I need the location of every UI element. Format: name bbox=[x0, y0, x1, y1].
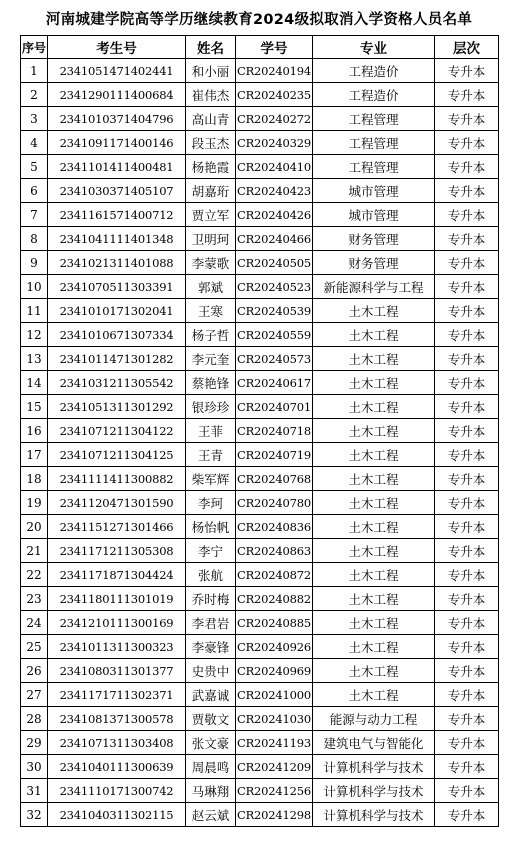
cell-exam-no: 2341161571400712 bbox=[48, 203, 186, 227]
table-row bbox=[21, 347, 499, 371]
cell-name: 王寒 bbox=[186, 299, 236, 323]
table-row bbox=[21, 251, 499, 275]
header-student-no: 学号 bbox=[236, 36, 313, 59]
table-row bbox=[21, 491, 499, 515]
cell-seq: 28 bbox=[21, 707, 48, 731]
table-row bbox=[21, 203, 499, 227]
cell-major: 财务管理 bbox=[313, 227, 435, 251]
cell-student-no: CR20240423 bbox=[236, 179, 313, 203]
cell-student-no: CR20240836 bbox=[236, 515, 313, 539]
cell-seq: 17 bbox=[21, 443, 48, 467]
cell-exam-no: 2341011471301282 bbox=[48, 347, 186, 371]
cell-major: 土木工程 bbox=[313, 299, 435, 323]
cell-seq: 23 bbox=[21, 587, 48, 611]
cell-major: 土木工程 bbox=[313, 323, 435, 347]
cell-major: 建筑电气与智能化 bbox=[313, 731, 435, 755]
cell-major: 土木工程 bbox=[313, 659, 435, 683]
table-row bbox=[21, 467, 499, 491]
cell-name: 蔡艳锋 bbox=[186, 371, 236, 395]
cell-level: 专升本 bbox=[435, 467, 499, 491]
cell-seq: 25 bbox=[21, 635, 48, 659]
cell-level: 专升本 bbox=[435, 491, 499, 515]
cell-exam-no: 2341171211305308 bbox=[48, 539, 186, 563]
cell-seq: 22 bbox=[21, 563, 48, 587]
cell-student-no: CR20241256 bbox=[236, 779, 313, 803]
cell-exam-no: 2341290111400684 bbox=[48, 83, 186, 107]
table-row bbox=[21, 395, 499, 419]
cell-student-no: CR20241209 bbox=[236, 755, 313, 779]
cell-name: 李元奎 bbox=[186, 347, 236, 371]
cell-major: 工程管理 bbox=[313, 107, 435, 131]
cell-major: 土木工程 bbox=[313, 491, 435, 515]
table-row bbox=[21, 371, 499, 395]
cell-student-no: CR20240882 bbox=[236, 587, 313, 611]
cell-seq: 8 bbox=[21, 227, 48, 251]
cell-exam-no: 2341210111300169 bbox=[48, 611, 186, 635]
table-row bbox=[21, 659, 499, 683]
cell-name: 史贵中 bbox=[186, 659, 236, 683]
cell-name: 乔时梅 bbox=[186, 587, 236, 611]
cell-seq: 20 bbox=[21, 515, 48, 539]
cell-name: 和小丽 bbox=[186, 59, 236, 83]
cell-exam-no: 2341180111301019 bbox=[48, 587, 186, 611]
table-row bbox=[21, 587, 499, 611]
header-major: 专业 bbox=[313, 36, 435, 59]
table-row bbox=[21, 779, 499, 803]
cell-student-no: CR20240780 bbox=[236, 491, 313, 515]
cell-student-no: CR20241030 bbox=[236, 707, 313, 731]
cell-name: 崔伟杰 bbox=[186, 83, 236, 107]
cell-seq: 6 bbox=[21, 179, 48, 203]
cell-name: 李豪锋 bbox=[186, 635, 236, 659]
cell-seq: 31 bbox=[21, 779, 48, 803]
cell-level: 专升本 bbox=[435, 347, 499, 371]
cell-seq: 26 bbox=[21, 659, 48, 683]
cell-name: 赵云斌 bbox=[186, 803, 236, 827]
cell-exam-no: 2341010371404796 bbox=[48, 107, 186, 131]
cell-student-no: CR20240719 bbox=[236, 443, 313, 467]
cell-major: 城市管理 bbox=[313, 179, 435, 203]
cell-major: 土木工程 bbox=[313, 515, 435, 539]
cell-student-no: CR20240718 bbox=[236, 419, 313, 443]
cell-major: 能源与动力工程 bbox=[313, 707, 435, 731]
cell-seq: 7 bbox=[21, 203, 48, 227]
cell-student-no: CR20240573 bbox=[236, 347, 313, 371]
cell-student-no: CR20241000 bbox=[236, 683, 313, 707]
cell-exam-no: 2341101411400481 bbox=[48, 155, 186, 179]
cell-seq: 30 bbox=[21, 755, 48, 779]
cell-level: 专升本 bbox=[435, 707, 499, 731]
cell-major: 财务管理 bbox=[313, 251, 435, 275]
cell-level: 专升本 bbox=[435, 731, 499, 755]
cell-seq: 24 bbox=[21, 611, 48, 635]
cell-exam-no: 2341040311302115 bbox=[48, 803, 186, 827]
cell-student-no: CR20240926 bbox=[236, 635, 313, 659]
cell-major: 土木工程 bbox=[313, 419, 435, 443]
table-row bbox=[21, 179, 499, 203]
cell-level: 专升本 bbox=[435, 659, 499, 683]
cell-major: 土木工程 bbox=[313, 683, 435, 707]
cell-name: 王菲 bbox=[186, 419, 236, 443]
cell-major: 计算机科学与技术 bbox=[313, 803, 435, 827]
cell-level: 专升本 bbox=[435, 299, 499, 323]
cell-name: 张文豪 bbox=[186, 731, 236, 755]
cell-name: 贾立军 bbox=[186, 203, 236, 227]
cell-seq: 3 bbox=[21, 107, 48, 131]
cell-seq: 19 bbox=[21, 491, 48, 515]
cell-student-no: CR20240505 bbox=[236, 251, 313, 275]
table-row bbox=[21, 755, 499, 779]
cell-level: 专升本 bbox=[435, 227, 499, 251]
cell-seq: 10 bbox=[21, 275, 48, 299]
cell-name: 周晨鸣 bbox=[186, 755, 236, 779]
cell-level: 专升本 bbox=[435, 419, 499, 443]
cell-level: 专升本 bbox=[435, 611, 499, 635]
table-row bbox=[21, 59, 499, 83]
cell-exam-no: 2341011311300323 bbox=[48, 635, 186, 659]
cell-major: 新能源科学与工程 bbox=[313, 275, 435, 299]
cell-level: 专升本 bbox=[435, 803, 499, 827]
cell-student-no: CR20240523 bbox=[236, 275, 313, 299]
cell-name: 马琳翔 bbox=[186, 779, 236, 803]
header-name: 姓名 bbox=[186, 36, 236, 59]
cell-exam-no: 2341171711302371 bbox=[48, 683, 186, 707]
table-row bbox=[21, 611, 499, 635]
cell-level: 专升本 bbox=[435, 539, 499, 563]
cell-level: 专升本 bbox=[435, 275, 499, 299]
cell-student-no: CR20240969 bbox=[236, 659, 313, 683]
cell-seq: 16 bbox=[21, 419, 48, 443]
cell-exam-no: 2341111411300882 bbox=[48, 467, 186, 491]
header-row bbox=[21, 36, 499, 59]
cell-level: 专升本 bbox=[435, 251, 499, 275]
cell-exam-no: 2341070511303391 bbox=[48, 275, 186, 299]
cell-student-no: CR20240768 bbox=[236, 467, 313, 491]
cell-exam-no: 2341080311301377 bbox=[48, 659, 186, 683]
cell-exam-no: 2341031211305542 bbox=[48, 371, 186, 395]
cell-student-no: CR20240272 bbox=[236, 107, 313, 131]
cell-level: 专升本 bbox=[435, 323, 499, 347]
header-exam-no: 考生号 bbox=[48, 36, 186, 59]
cell-exam-no: 2341091171400146 bbox=[48, 131, 186, 155]
cell-seq: 9 bbox=[21, 251, 48, 275]
cell-level: 专升本 bbox=[435, 755, 499, 779]
table-row bbox=[21, 731, 499, 755]
cell-level: 专升本 bbox=[435, 515, 499, 539]
cell-name: 段玉杰 bbox=[186, 131, 236, 155]
cell-major: 土木工程 bbox=[313, 395, 435, 419]
table-row bbox=[21, 107, 499, 131]
cell-student-no: CR20240329 bbox=[236, 131, 313, 155]
cell-level: 专升本 bbox=[435, 683, 499, 707]
cell-name: 王青 bbox=[186, 443, 236, 467]
cell-level: 专升本 bbox=[435, 155, 499, 179]
cell-exam-no: 2341081371300578 bbox=[48, 707, 186, 731]
table-row bbox=[21, 299, 499, 323]
table-row bbox=[21, 419, 499, 443]
cell-exam-no: 2341041111401348 bbox=[48, 227, 186, 251]
cell-name: 银珍珍 bbox=[186, 395, 236, 419]
cell-exam-no: 2341030371405107 bbox=[48, 179, 186, 203]
cell-name: 胡嘉珩 bbox=[186, 179, 236, 203]
cell-student-no: CR20240235 bbox=[236, 83, 313, 107]
cell-name: 李宁 bbox=[186, 539, 236, 563]
cell-name: 卫明珂 bbox=[186, 227, 236, 251]
cell-exam-no: 2341071211304122 bbox=[48, 419, 186, 443]
cell-exam-no: 2341051311301292 bbox=[48, 395, 186, 419]
header-seq: 序号 bbox=[21, 36, 48, 59]
cell-major: 土木工程 bbox=[313, 371, 435, 395]
cell-level: 专升本 bbox=[435, 371, 499, 395]
cell-major: 工程管理 bbox=[313, 155, 435, 179]
table-row bbox=[21, 83, 499, 107]
cell-name: 李珂 bbox=[186, 491, 236, 515]
table-row bbox=[21, 515, 499, 539]
cell-major: 计算机科学与技术 bbox=[313, 755, 435, 779]
cell-name: 高山青 bbox=[186, 107, 236, 131]
cell-name: 李君岩 bbox=[186, 611, 236, 635]
cell-seq: 5 bbox=[21, 155, 48, 179]
cell-exam-no: 2341071211304125 bbox=[48, 443, 186, 467]
cell-major: 土木工程 bbox=[313, 539, 435, 563]
cell-level: 专升本 bbox=[435, 635, 499, 659]
cell-level: 专升本 bbox=[435, 395, 499, 419]
table-row bbox=[21, 275, 499, 299]
cell-level: 专升本 bbox=[435, 203, 499, 227]
cell-student-no: CR20240194 bbox=[236, 59, 313, 83]
cell-seq: 2 bbox=[21, 83, 48, 107]
cell-exam-no: 2341010671307334 bbox=[48, 323, 186, 347]
header-level: 层次 bbox=[435, 36, 499, 59]
table-row bbox=[21, 539, 499, 563]
cell-major: 工程造价 bbox=[313, 59, 435, 83]
table-row bbox=[21, 803, 499, 827]
cell-name: 武嘉诚 bbox=[186, 683, 236, 707]
cell-student-no: CR20240617 bbox=[236, 371, 313, 395]
cell-student-no: CR20240863 bbox=[236, 539, 313, 563]
cell-seq: 11 bbox=[21, 299, 48, 323]
table-row bbox=[21, 635, 499, 659]
cell-student-no: CR20240539 bbox=[236, 299, 313, 323]
cell-seq: 29 bbox=[21, 731, 48, 755]
cell-seq: 13 bbox=[21, 347, 48, 371]
cell-level: 专升本 bbox=[435, 179, 499, 203]
cell-exam-no: 2341051471402441 bbox=[48, 59, 186, 83]
cell-level: 专升本 bbox=[435, 131, 499, 155]
table-row bbox=[21, 683, 499, 707]
cell-name: 张航 bbox=[186, 563, 236, 587]
cell-student-no: CR20240701 bbox=[236, 395, 313, 419]
cell-level: 专升本 bbox=[435, 443, 499, 467]
cell-level: 专升本 bbox=[435, 563, 499, 587]
cell-level: 专升本 bbox=[435, 587, 499, 611]
cell-level: 专升本 bbox=[435, 779, 499, 803]
table-row bbox=[21, 155, 499, 179]
cell-seq: 15 bbox=[21, 395, 48, 419]
cell-student-no: CR20240466 bbox=[236, 227, 313, 251]
cell-student-no: CR20240885 bbox=[236, 611, 313, 635]
cell-name: 杨怡帆 bbox=[186, 515, 236, 539]
cell-exam-no: 2341120471301590 bbox=[48, 491, 186, 515]
cell-seq: 21 bbox=[21, 539, 48, 563]
cell-exam-no: 2341010171302041 bbox=[48, 299, 186, 323]
cell-student-no: CR20240559 bbox=[236, 323, 313, 347]
cell-major: 土木工程 bbox=[313, 635, 435, 659]
cell-seq: 32 bbox=[21, 803, 48, 827]
cell-student-no: CR20240426 bbox=[236, 203, 313, 227]
page-title: 河南城建学院高等学历继续教育2024级拟取消入学资格人员名单 bbox=[45, 12, 473, 28]
table-row bbox=[21, 323, 499, 347]
cell-student-no: CR20240410 bbox=[236, 155, 313, 179]
cell-seq: 14 bbox=[21, 371, 48, 395]
cell-student-no: CR20241298 bbox=[236, 803, 313, 827]
cell-major: 土木工程 bbox=[313, 563, 435, 587]
table-row bbox=[21, 563, 499, 587]
cell-exam-no: 2341151271301466 bbox=[48, 515, 186, 539]
roster-table bbox=[20, 35, 499, 827]
cell-name: 贾敬文 bbox=[186, 707, 236, 731]
cell-level: 专升本 bbox=[435, 83, 499, 107]
cell-level: 专升本 bbox=[435, 107, 499, 131]
cell-seq: 1 bbox=[21, 59, 48, 83]
cell-exam-no: 2341110171300742 bbox=[48, 779, 186, 803]
cell-level: 专升本 bbox=[435, 59, 499, 83]
cell-major: 土木工程 bbox=[313, 347, 435, 371]
cell-name: 柴军辉 bbox=[186, 467, 236, 491]
cell-major: 工程管理 bbox=[313, 131, 435, 155]
cell-major: 土木工程 bbox=[313, 587, 435, 611]
cell-student-no: CR20241193 bbox=[236, 731, 313, 755]
cell-major: 工程造价 bbox=[313, 83, 435, 107]
cell-name: 郭斌 bbox=[186, 275, 236, 299]
table-row bbox=[21, 131, 499, 155]
cell-exam-no: 2341021311401088 bbox=[48, 251, 186, 275]
cell-seq: 12 bbox=[21, 323, 48, 347]
cell-exam-no: 2341040111300639 bbox=[48, 755, 186, 779]
cell-seq: 18 bbox=[21, 467, 48, 491]
cell-student-no: CR20240872 bbox=[236, 563, 313, 587]
cell-major: 城市管理 bbox=[313, 203, 435, 227]
cell-name: 李蒙歌 bbox=[186, 251, 236, 275]
cell-exam-no: 2341171871304424 bbox=[48, 563, 186, 587]
cell-name: 杨艳霞 bbox=[186, 155, 236, 179]
cell-major: 计算机科学与技术 bbox=[313, 779, 435, 803]
cell-major: 土木工程 bbox=[313, 443, 435, 467]
cell-major: 土木工程 bbox=[313, 611, 435, 635]
cell-seq: 27 bbox=[21, 683, 48, 707]
cell-seq: 4 bbox=[21, 131, 48, 155]
table-row bbox=[21, 707, 499, 731]
table-row bbox=[21, 443, 499, 467]
cell-exam-no: 2341071311303408 bbox=[48, 731, 186, 755]
cell-major: 土木工程 bbox=[313, 467, 435, 491]
table-row bbox=[21, 227, 499, 251]
cell-name: 杨子哲 bbox=[186, 323, 236, 347]
roster-body bbox=[21, 59, 499, 827]
